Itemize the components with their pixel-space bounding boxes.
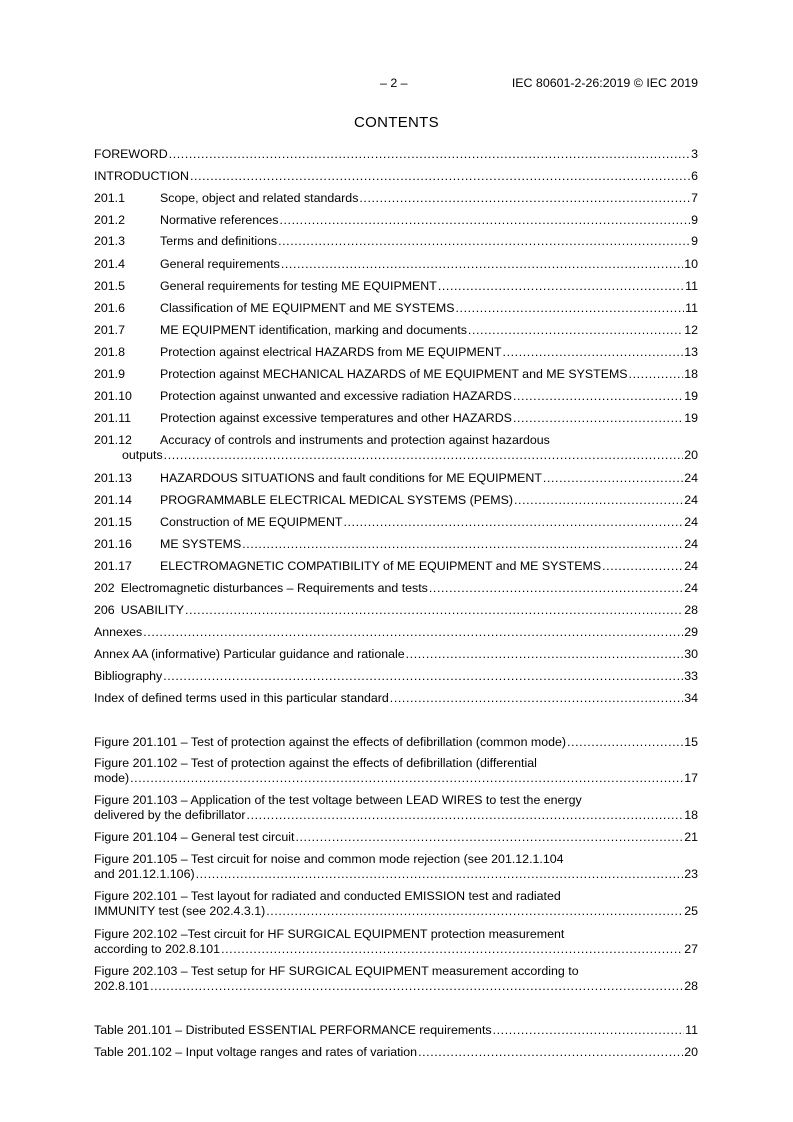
standard-reference: IEC 80601-2-26:2019 © IEC 2019 <box>511 76 698 90</box>
toc-entry[interactable] <box>94 690 698 706</box>
toc-entry[interactable] <box>94 366 698 382</box>
entry-title: USABILITY <box>120 603 185 617</box>
dot-leader <box>278 233 690 249</box>
dot-leader <box>418 1044 683 1060</box>
entry-number: 201.17 <box>94 559 132 573</box>
figure-entry[interactable] <box>94 903 698 919</box>
toc-entry[interactable] <box>94 300 698 316</box>
toc-entry[interactable] <box>94 668 698 684</box>
page-ref: 29 <box>684 625 698 639</box>
dot-leader <box>150 978 683 994</box>
entry-number: 201.9 <box>94 367 126 381</box>
entry-number: 201.8 <box>94 345 126 359</box>
figure-entry-line1: Figure 201.105 – Test circuit for noise and common mode rejection (see 201.12.1.104 <box>94 852 564 866</box>
page-ref: 9 <box>691 213 698 227</box>
toc-entry[interactable] <box>94 212 698 228</box>
entry-title: HAZARDOUS SITUATIONS and fault conditions for ME EQUIPMENT <box>160 471 542 485</box>
toc-entry[interactable] <box>94 580 698 596</box>
dot-leader <box>143 624 683 640</box>
toc-entry[interactable] <box>94 322 698 338</box>
figure-entry[interactable] <box>94 734 698 750</box>
page-ref: 23 <box>684 867 698 881</box>
entry-title: and 201.12.1.106) <box>94 867 195 881</box>
entry-number: 201.12 <box>94 433 132 447</box>
dot-leader <box>602 558 683 574</box>
figure-entry[interactable] <box>94 866 698 882</box>
dot-leader <box>514 492 683 508</box>
page-ref: 11 <box>685 279 698 293</box>
toc-entry[interactable] <box>122 447 698 463</box>
entry-number: 201.15 <box>94 515 132 529</box>
toc-entry[interactable] <box>94 256 698 272</box>
table-entry[interactable] <box>94 1022 698 1038</box>
entry-title: Protection against excessive temperatures and other HAZARDS <box>160 411 512 425</box>
toc-entry[interactable] <box>94 190 698 206</box>
entry-number: 202 <box>94 581 115 595</box>
entry-number: 201.5 <box>94 279 126 293</box>
toc-entry[interactable] <box>94 514 698 530</box>
entry-title: Normative references <box>160 213 279 227</box>
figure-entry[interactable] <box>94 941 698 957</box>
page-ref: 27 <box>684 942 698 956</box>
toc-entry-line1[interactable] <box>94 432 698 448</box>
page-ref: 20 <box>684 448 698 462</box>
dot-leader <box>629 366 684 382</box>
entry-title: General requirements for testing ME EQUIPMENT <box>160 279 437 293</box>
entry-title: IMMUNITY test (see 202.4.3.1) <box>94 904 266 918</box>
toc-entry[interactable] <box>94 558 698 574</box>
entry-title: Scope, object and related standards <box>160 191 359 205</box>
entry-title: 202.8.101 <box>94 979 150 993</box>
page-ref: 17 <box>684 771 698 785</box>
entry-title: Annex AA (informative) Particular guidance and rationale <box>94 647 405 661</box>
toc-entry[interactable] <box>94 233 698 249</box>
toc-entry[interactable] <box>94 470 698 486</box>
dot-leader <box>190 168 690 184</box>
entry-number: 201.14 <box>94 493 132 507</box>
dot-leader <box>247 807 684 823</box>
toc-entry[interactable] <box>94 278 698 294</box>
toc-entry[interactable] <box>94 492 698 508</box>
page-ref: 9 <box>691 234 698 248</box>
entry-title: Figure 201.104 – General test circuit <box>94 830 295 844</box>
page-ref: 13 <box>684 345 698 359</box>
dot-leader <box>163 668 683 684</box>
entry-title: Electromagnetic disturbances – Requirements and tests <box>120 581 428 595</box>
entry-title: Annexes <box>94 625 143 639</box>
entry-number: 201.11 <box>94 411 131 425</box>
page-ref: 25 <box>684 904 698 918</box>
page-ref: 7 <box>691 191 698 205</box>
page-ref: 24 <box>684 559 698 573</box>
dot-leader <box>513 388 683 404</box>
entry-title: Protection against MECHANICAL HAZARDS of ME EQUIPMENT and ME SYSTEMS <box>160 367 628 381</box>
table-entry[interactable] <box>94 1044 698 1060</box>
page-ref: 24 <box>684 493 698 507</box>
dot-leader <box>221 941 683 957</box>
entry-title: FOREWORD <box>94 147 168 161</box>
dot-leader <box>513 410 683 426</box>
dot-leader <box>130 770 683 786</box>
entry-title: Index of defined terms used in this particular standard <box>94 691 389 705</box>
figure-entry-line1: Figure 202.103 – Test setup for HF SURGICAL EQUIPMENT measurement according to <box>94 964 579 978</box>
toc-entry[interactable] <box>94 602 698 618</box>
entry-title: Classification of ME EQUIPMENT and ME SYSTEMS <box>160 301 455 315</box>
entry-number: 201.2 <box>94 213 126 227</box>
entry-title: mode) <box>94 771 130 785</box>
dot-leader <box>196 866 684 882</box>
dot-leader <box>266 903 683 919</box>
page-ref: 12 <box>684 323 698 337</box>
dot-leader <box>164 447 684 463</box>
dot-leader <box>429 580 683 596</box>
dot-leader <box>455 300 684 316</box>
dot-leader <box>185 602 683 618</box>
entry-title: Table 201.102 – Input voltage ranges and rates of variation <box>94 1045 418 1059</box>
dot-leader <box>567 734 683 750</box>
entry-title: Protection against unwanted and excessive radiation HAZARDS <box>160 389 512 403</box>
page-ref: 11 <box>685 1023 698 1037</box>
figure-entry-line1: Figure 201.103 – Application of the test voltage between LEAD WIRES to test the energy <box>94 793 582 807</box>
figure-entry-line1: Figure 201.102 – Test of protection against the effects of defibrillation (differential <box>94 756 537 770</box>
toc-entry[interactable] <box>94 646 698 662</box>
entry-title: delivered by the defibrillator <box>94 808 246 822</box>
entry-title: Accuracy of controls and instruments and protection against hazardous <box>160 433 550 447</box>
dot-leader <box>493 1022 685 1038</box>
dot-leader <box>359 190 690 206</box>
entry-title: General requirements <box>160 257 280 271</box>
entry-number: 201.6 <box>94 301 126 315</box>
page-ref: 34 <box>684 691 698 705</box>
entry-title: Protection against electrical HAZARDS from ME EQUIPMENT <box>160 345 502 359</box>
page-ref: 6 <box>691 169 698 183</box>
page-ref: 33 <box>684 669 698 683</box>
page-ref: 3 <box>691 147 698 161</box>
page-ref: 19 <box>684 389 698 403</box>
dot-leader <box>281 256 683 272</box>
page-number: – 2 – <box>380 76 408 90</box>
entry-title: Terms and definitions <box>160 234 278 248</box>
page-ref: 30 <box>684 647 698 661</box>
toc-entry[interactable] <box>94 344 698 360</box>
entry-title-cont: outputs <box>122 448 163 462</box>
entry-title: INTRODUCTION <box>94 169 189 183</box>
figure-entry[interactable] <box>94 807 698 823</box>
page-ref: 15 <box>684 735 698 749</box>
dot-leader <box>543 470 683 486</box>
figure-entry-line1: Figure 202.101 – Test layout for radiated and conducted EMISSION test and radiated <box>94 889 561 903</box>
entry-number: 201.4 <box>94 257 126 271</box>
figure-entry-line1: Figure 202.102 –Test circuit for HF SURGICAL EQUIPMENT protection measurement <box>94 927 565 941</box>
entry-title: ME SYSTEMS <box>160 537 242 551</box>
dot-leader <box>468 322 683 338</box>
entry-number: 201.10 <box>94 389 132 403</box>
figure-entry[interactable] <box>94 829 698 845</box>
entry-number: 201.3 <box>94 234 126 248</box>
dot-leader <box>295 829 683 845</box>
page-ref: 10 <box>684 257 698 271</box>
toc-entry[interactable] <box>94 410 698 426</box>
dot-leader <box>438 278 684 294</box>
entry-number: 201.13 <box>94 471 132 485</box>
entry-title: according to 202.8.101 <box>94 942 221 956</box>
entry-number: 201.7 <box>94 323 126 337</box>
dot-leader <box>503 344 684 360</box>
page-ref: 28 <box>684 979 698 993</box>
dot-leader <box>406 646 684 662</box>
page-ref: 11 <box>685 301 698 315</box>
entry-number: 201.16 <box>94 537 132 551</box>
dot-leader <box>169 146 690 162</box>
page-ref: 20 <box>684 1045 698 1059</box>
figure-entry[interactable] <box>94 978 698 994</box>
page-ref: 28 <box>684 603 698 617</box>
entry-number: 206 <box>94 603 115 617</box>
page-ref: 24 <box>684 581 698 595</box>
page-title: CONTENTS <box>354 114 439 131</box>
dot-leader <box>343 514 683 530</box>
toc-entry[interactable] <box>94 624 698 640</box>
entry-title: ME EQUIPMENT identification, marking and documents <box>160 323 467 337</box>
page-ref: 18 <box>684 367 698 381</box>
figure-entry[interactable] <box>94 770 698 786</box>
page-ref: 24 <box>684 537 698 551</box>
dot-leader <box>390 690 683 706</box>
toc-entry[interactable] <box>94 388 698 404</box>
page-ref: 24 <box>684 471 698 485</box>
toc-entry[interactable] <box>94 146 698 162</box>
page-ref: 24 <box>684 515 698 529</box>
entry-number: 201.1 <box>94 191 126 205</box>
entry-title: Construction of ME EQUIPMENT <box>160 515 343 529</box>
entry-title: Table 201.101 – Distributed ESSENTIAL PERFORMANCE requirements <box>94 1023 492 1037</box>
page-ref: 19 <box>684 411 698 425</box>
entry-title: Figure 201.101 – Test of protection against the effects of defibrillation (common mode) <box>94 735 567 749</box>
toc-entry[interactable] <box>94 536 698 552</box>
entry-title: PROGRAMMABLE ELECTRICAL MEDICAL SYSTEMS (PEMS) <box>160 493 513 507</box>
dot-leader <box>279 212 690 228</box>
entry-title: ELECTROMAGNETIC COMPATIBILITY of ME EQUIPMENT and ME SYSTEMS <box>160 559 602 573</box>
toc-entry[interactable] <box>94 168 698 184</box>
page-ref: 21 <box>684 830 698 844</box>
page-ref: 18 <box>684 808 698 822</box>
dot-leader <box>242 536 683 552</box>
entry-title: Bibliography <box>94 669 163 683</box>
